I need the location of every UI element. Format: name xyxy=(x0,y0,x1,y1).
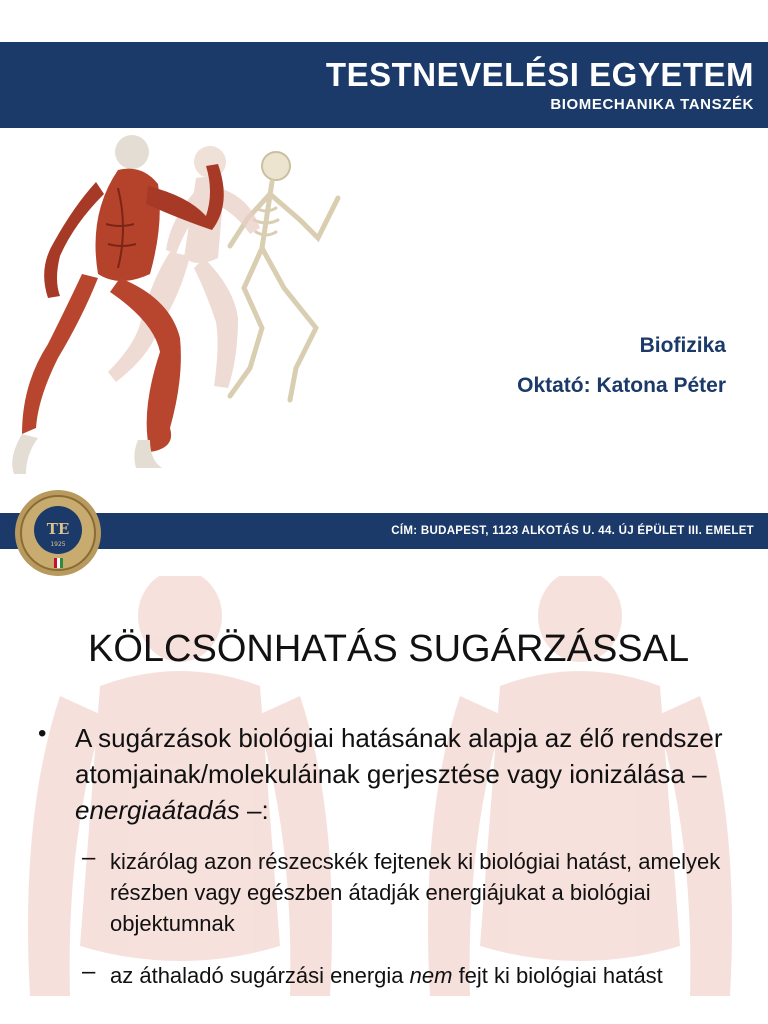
bullet-symbol: • xyxy=(38,720,47,747)
university-seal-logo xyxy=(13,488,103,576)
sub-bullet-text: az áthaladó sugárzási energia nem fejt ki biológiai hatást xyxy=(110,963,663,988)
teacher-name: Oktató: Katona Péter xyxy=(517,374,726,397)
emphasized-term: energiaátadás xyxy=(75,795,240,825)
address-text: CÍM: BUDAPEST, 1123 ALKOTÁS U. 44. ÚJ ÉPÜLET III. EMELET xyxy=(391,525,754,537)
dash-symbol: – xyxy=(82,844,96,871)
bullet-text: A sugárzások biológiai hatásának alapja az élő rendszer atomjainak/molekuláinak gerjesztése vagy ionizálása – energiaátadás –: xyxy=(75,723,723,825)
slide-title: KÖLCSÖNHATÁS SUGÁRZÁSSAL xyxy=(88,628,690,670)
content-slide xyxy=(0,576,768,1024)
university-name: TESTNEVELÉSI EGYETEM xyxy=(325,56,754,93)
skeleton-figure xyxy=(230,152,338,400)
sub-bullet-text: kizárólag azon részecskék fejtenek ki biológiai hatást, amelyek részben vagy egészben átadják energiájukat a biológiai objektumnak xyxy=(110,849,721,936)
dash-symbol: – xyxy=(82,958,96,985)
department-name: BIOMECHANIKA TANSZÉK xyxy=(550,96,754,113)
footer-band xyxy=(0,513,768,549)
emphasized-term: nem xyxy=(409,963,453,988)
header-band xyxy=(0,42,768,128)
svg-text:TE: TE xyxy=(46,520,70,538)
svg-text:1925: 1925 xyxy=(50,541,66,548)
running-anatomy-illustration xyxy=(0,128,360,498)
course-name: Biofizika xyxy=(639,334,726,357)
muscle-figure xyxy=(12,135,224,474)
